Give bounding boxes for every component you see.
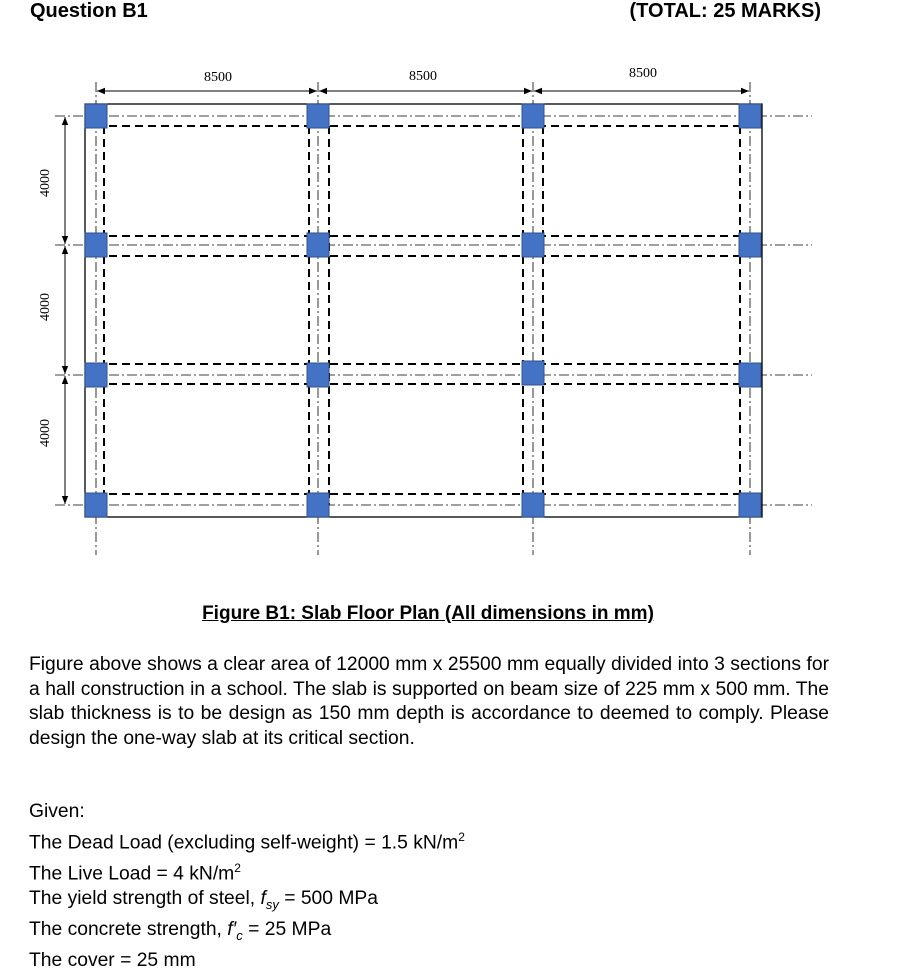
column	[739, 493, 761, 517]
given-list	[29, 800, 465, 973]
column	[522, 233, 544, 257]
column	[739, 233, 761, 257]
column	[85, 493, 107, 517]
question-label: Question B1	[30, 0, 148, 22]
grid-centre-lines	[55, 82, 812, 555]
bay-label: 4000	[38, 419, 53, 447]
live-load: The Live Load = 4 $kN/m^2$	[29, 861, 241, 885]
column	[307, 104, 329, 128]
bay-label: 4000	[38, 169, 53, 197]
slab-outline	[85, 104, 762, 517]
column	[522, 493, 544, 517]
column	[739, 363, 761, 387]
dead-load: The Dead Load (excluding self-weight) = 1.5 $kN/m^2$	[29, 829, 465, 854]
column	[739, 104, 761, 128]
vertical-beams	[104, 126, 740, 505]
given-heading: Given:	[29, 801, 85, 822]
horizontal-beams	[96, 126, 750, 494]
column	[307, 493, 329, 517]
column	[85, 104, 107, 128]
column	[307, 233, 329, 257]
columns	[85, 104, 761, 517]
span-label: 8500	[204, 70, 232, 85]
bay-label: 4000	[38, 293, 53, 321]
problem-description: Figure above shows a clear area of 12000 mm x 25500 mm equally divided into 3 sections for a hall construction in a school. The slab is supported on beam size of 225 mm x 500 mm. The slab thickness is to be design as 150 mm depth is accordance to deemed to comply. Please design the one-way slab at its critical section.	[29, 654, 829, 749]
column	[85, 363, 107, 387]
figure-caption: Figure B1: Slab Floor Plan (All dimensions in mm)	[202, 603, 654, 624]
total-marks: (TOTAL: 25 MARKS)	[629, 0, 821, 22]
span-label: 8500	[629, 66, 657, 81]
span-label: 8500	[409, 69, 437, 84]
yield-strength: The yield strength of steel, $f_{sy} = 500$ MPa	[29, 888, 379, 913]
cover: The cover = 25 mm	[29, 949, 196, 971]
column	[522, 361, 544, 385]
column	[85, 233, 107, 257]
column	[522, 104, 544, 128]
column	[307, 363, 329, 387]
concrete-strength: The concrete strength, $f'_c = 25$ MPa	[29, 918, 332, 943]
